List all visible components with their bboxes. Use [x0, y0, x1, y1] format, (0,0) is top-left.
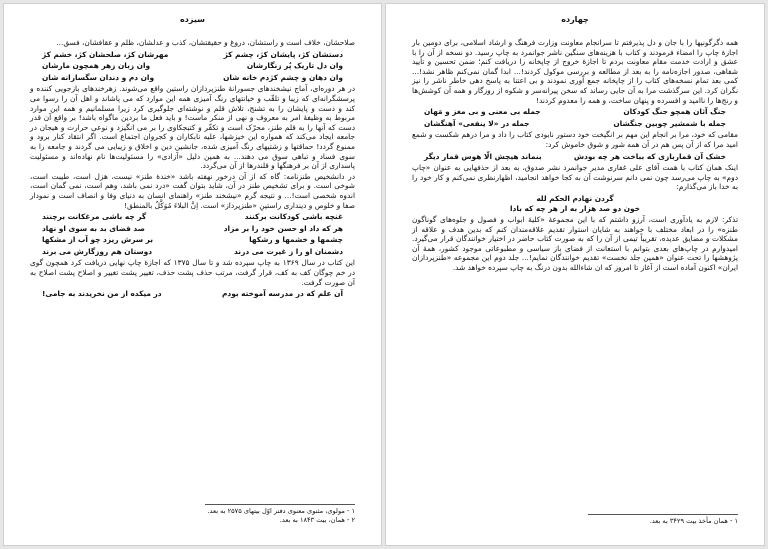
hemistich: آن علم که در مدرسه آموخته بودم: [221, 289, 343, 299]
paragraph: مقامی که خود، مرا بر انجام این مهم بر انگیخت خود دستور نابودی کتاب را داد و مرا درهم شکست و شمع امید مرا که از آن پس هم در آن همه شور و شوق خاموش کرد:: [412, 130, 738, 149]
footnote: ۱ - همان مأخذ بیت ۳۴۲۹ به بعد.: [649, 517, 738, 525]
right-page-body: [412, 38, 738, 274]
paragraph: همه دگرگونیها را با جان و دل پذیرفتم تا سرانجام معاونت وزارت فرهنگ و ارشاد اسلامی، برای دومین بار اجازهٔ چاپ را امضاء فرمودند و کتاب با هزینه‌های سنگین ناشر جوانمرد به چاپ رسید. دو نسخه از آن را با عشق و ارادت خدمت مقام معاونت بردم تا اجازهٔ خروج از چاپخانه را دریافت کنم؛ ضمن تحسین و تأیید شفاهی، صدور اجازه‌نامه را به بعد از مطالعه و بررسی موکول کردند!... ابدا گمان نمی‌کنم ظاهر نشد!... کمی بعد تمام نسخه‌های کتاب را از چاپخانه جمع آوری نمودند و بی اعتنا به پاسخ دهی خاطر ناشر را نیز نگران کرد. این سرگذشت مرا به آن جایی رساند که سخن پیرانه‌سر و شکوه از روزگار و همه آن کوشش‌ها و رنج‌ها را ناامید و افسرده و پنهان ساخت، و همه را معدوم کردند!: [412, 38, 738, 105]
hemistich: صد قضای بد به سوی او نهاد: [42, 223, 145, 233]
hemistich: دوستان هم روزگارش می برند: [42, 246, 153, 256]
paragraph: این کتاب در سال ۱۳۶۹ به چاپ سپرده شد و تا سال ۱۳۷۵ که اجازهٔ چاپ نهایی دریافت کرد همچون گوی در خم چوگان کف به کف، قرار گرفت، مرتب حذف پشت حذف، تغییر پشت تغییر و اصلاح پشت اصلاح به آن صورت گرفت.: [30, 258, 355, 287]
verse-line: [424, 152, 726, 162]
footnote: ۲ - همان، بیت ۱۸۴۳ به بعد.: [279, 516, 355, 524]
hemistich: جمله با شمشیر چوبین جنگشان: [613, 118, 726, 128]
hemistich: بر سرش ریزد چو آب از مشکها: [42, 235, 154, 245]
hemistich: چشمها و خشمها و رشکها: [249, 235, 343, 245]
hemistich: در میکده از من نخریدند به جامی!: [42, 289, 162, 299]
hemistich: خشک آن قماربازی که بباخت هر چه بودش: [573, 151, 726, 161]
footnotes: [412, 514, 738, 526]
verse-line: [424, 119, 726, 129]
verse-line: [42, 50, 343, 60]
hemistich: گردن نهادم الحکم لله: [536, 193, 614, 203]
hemistich: هر که داد او حسن خود را بر مزاد: [223, 223, 343, 233]
verse-line: [42, 73, 343, 83]
verse-line: [424, 107, 726, 117]
left-page-body: [30, 38, 355, 301]
verse-line: [42, 212, 343, 222]
footnote: ۱ - مولوی، مثنوی معنوی دفتر اوّل بیتهای ۲۵۷۵ به بعد.: [207, 507, 355, 515]
paragraph: در دانشخیص طنزنامه: گاه که از آن درخور نهفته باشد «خندهٔ طنز» نیست، هزل است، طیبت است، شوخی است. و برای تشخیص طنز در آن، شاید بتوان گفت «درد نمی باشد، وهم است، نمی گمان است، اندوه شخصی است!... و نتیجه گرم «نیشخند طنز» راهنمای انسان به دنیای وفا و انصاف است و نمودار صفا و خلوص و دینداری راستینِ «طنزپرداز» است. اِنَّ البلاءَ مُوَکَّلٌ بالمنطق!: [30, 171, 355, 210]
verse-line: [42, 61, 343, 71]
left-page: [3, 3, 382, 546]
right-page: [385, 3, 765, 546]
hemistich: دشمنان او را ز غیرت می درند: [234, 246, 343, 256]
page-number-header: چهارده: [561, 15, 589, 24]
verse-line: [42, 224, 343, 234]
page-number-header: سیزده: [180, 15, 205, 24]
hemistich: وان دم و دندان سگسارانه شان: [42, 72, 155, 82]
hemistich: دستشان کژ، پایشان کژ، چشم کژ: [223, 49, 343, 59]
paragraph: در هر دوره‌ای، آماج نیشخندهای جسورانهٔ طنزپردازان راستین واقع می‌شوند. زهرخندهای بازجویی کننده و پرسشگرانه‌ای که زیبا و تلقّب و خیانتهای رنگ آمیزی همه این موارد که می پاشاند و اهل آن را رسوا می کند و دست و پایشان را به تشنج، تلاش قلم و نوشته‌ای جلوگیری کرد زیرا مسلمانیم و همه این موارد مربوط به وظیفهٔ امر به معروف و نهی از منکر ماست! و باید فعل ما بردین ماگواه باشد! بر واقع آن قدر دست که آنها را به قلم طنز، محرّک است و تکفّر و کتبجکاوی را بر می انگیزد و نوعی حرارت و هیجان در جامعه ایجاد می‌کند که همواره این خیزشها، علیه نابکاران و کجروان اجتماع است. اگر انتقاد کنار برود و ممنوع گردد! حماقتها و زشتیهای رنگ آمیزی شده، جانشین دین و اخلاق و زیبایی می گردند و جامعه را به سوی فساد و تباهی سوق می دهند... به همین دلیل «آزادی» را مسئولیت‌ها نام نهاده‌اند و مسئولیت پاسداری از آن بر فرهنگها و قلندرها از آن می‌گردد.: [30, 84, 355, 171]
verse-line: [42, 235, 343, 245]
footnote-rule: [205, 504, 355, 505]
verse-line: [42, 289, 343, 299]
paragraph: اینک همان کتاب با همت آقای علی غفاری مدیر جوانمرد نشر صدوق، به بعد از حذفهایی به عنوان «چاپ دوم» به چاپ می‌رسد چون نمی دانم سرنوشت آن به کجا خواهد انجامید، اظهارنظری نمی‌کنم و کار خود را به خدا باز می‌گذارم:: [412, 163, 738, 192]
paragraph: تذکر: لازم به یادآوری است، آرزو داشتم که با این مجموعهٔ «کلیهٔ ابواب و فصول و جلوه‌های گوناگون طنزه» را در ابعاد مختلف با خواهند به شایان استوار تقدیم علاقه‌مندان کنم که بدین هدف و علاقه از مشکلات و مضایق عدیده، تقریباً تیمی از آن را که به صورت کتاب حاضر در اختیار خوانندگان قرار می‌گیرد. امیدوارم در چاپ‌های بعدی بتوانم با استعانت از فضای باز سیاسی و مطبوعاتی موجود کشور، همهٔ آن پژوهشها را تحت عنوان «همین جلد نخست» تقدیم خوانندگان نمایم!... جلد دوم این مجموعه «طنزپردازان ایران» اکنون آماده است از آغاز تا امروز که ان شاءالله بدون درنگ به چاپ سپرده خواهد شد.: [412, 215, 738, 273]
hemistich: بنماند هیچش الّا هوس قمار دیگر: [424, 151, 542, 161]
hemistich: مهرشان کژ، صلحشان کژ، خشم کژ: [42, 49, 169, 59]
hemistich: خون دو صد هزار به ار هر چه که بادا: [510, 203, 640, 213]
hemistich: غنچه باشی کودکانت برکنند: [244, 212, 343, 222]
footnotes: [30, 504, 355, 525]
hemistich: گر چه باشی مرغکانت برچنند: [42, 212, 147, 222]
hemistich: وان دل تاریک پُر زنگارشان: [246, 61, 343, 71]
hemistich: جمله بی معنی و بی مغز و مَهان: [424, 107, 541, 117]
footnote-rule: [588, 514, 738, 515]
hemistich: وان دهان و چشم کژدم خانه شان: [223, 72, 343, 82]
verse-line: [42, 247, 343, 257]
hemistich: جنگ آثان همچو جنگ کودکان: [623, 107, 726, 117]
verse-line: [424, 194, 726, 213]
paragraph: صلاحشان، خلاف است و راستشان، دروغ و حقیقتشان، کذب و عدلشان، ظلم و عقافشان، فسق...: [56, 38, 355, 47]
hemistich: جمله در «لا ینفعی» آهنگشان: [424, 118, 530, 128]
hemistich: وان زبان زهر همچون مارشان: [42, 61, 151, 71]
